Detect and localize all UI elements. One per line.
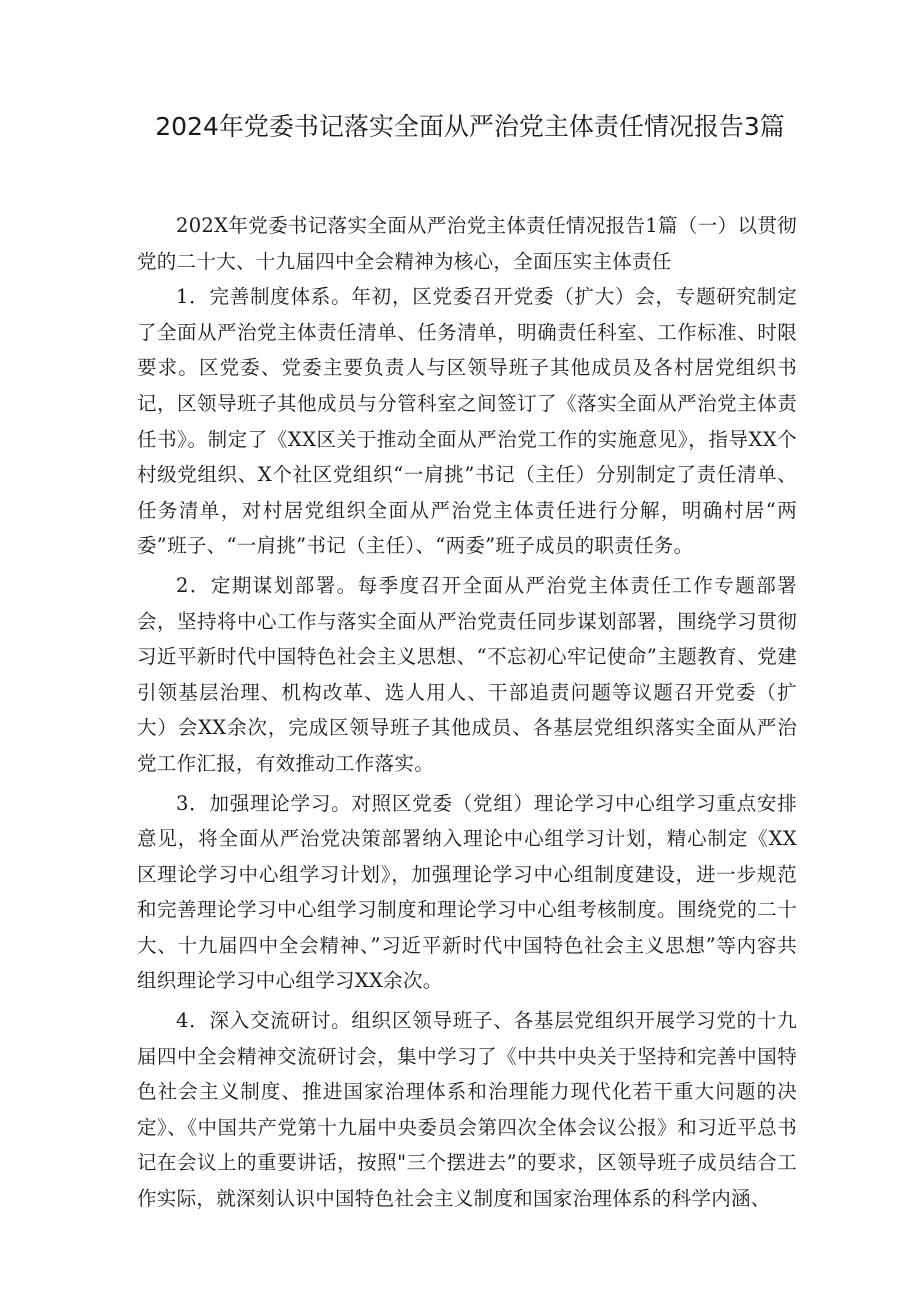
document-title: 2024年党委书记落实全面从严治党主体责任情况报告3篇 xyxy=(155,112,785,141)
paragraph-3: 3．加强理论学习。对照区党委（党组）理论学习中心组学习重点安排意见，将全面从严治党决策部署纳入理论中心组学习计划，精心制定《XX区理论学习中心组学习计划》，加强理论学习中心组制度建设，进一步规范和完善理论学习中心组学习制度和理论学习中心组考核制度。围绕党的二十大、十九届四中全会精神、”习近平新时代中国特色社会主义思想”等内容共组织理论学习中心组学习XX余次。 xyxy=(137,791,797,993)
paragraph-4: 4．深入交流研讨。组织区领导班子、各基层党组织开展学习党的十九届四中全会精神交流研讨会，集中学习了《中共中央关于坚持和完善中国特色社会主义制度、推进国家治理体系和治理能力现代化若干重大问题的决定》、《中国共产党第十九届中央委员会第四次全体会议公报》和习近平总书记在会议上的重要讲话，按照"三个摆进去”的要求，区领导班子成员结合工作实际，就深刻认识中国特色社会主义制度和国家治理体系的科学内涵、 xyxy=(137,1009,797,1211)
document-body xyxy=(137,208,797,1221)
paragraph-1: 1．完善制度体系。年初，区党委召开党委（扩大）会，专题研究制定了全面从严治党主体责任清单、任务清单，明确责任科室、工作标准、时限要求。区党委、党委主要负责人与区领导班子其他成员及各村居党组织书记，区领导班子其他成员与分管科室之间签订了《落实全面从严治党主体责任书》。制定了《XX区关于推动全面从严治党工作的实施意见》，指导XX个村级党组织、X个社区党组织“一肩挑”书记（主任）分别制定了责任清单、任务清单，对村居党组织全面从严治党主体责任进行分解，明确村居“两委”班子、“一肩挑”书记（主任）、“两委”班子成员的职责任务。 xyxy=(137,285,797,558)
intro-paragraph: 202X年党委书记落实全面从严治党主体责任情况报告1篇（一）以贯彻党的二十大、十九届四中全会精神为核心，全面压实主体责任 xyxy=(137,214,797,273)
paragraph-2: 2．定期谋划部署。每季度召开全面从严治党主体责任工作专题部署会，坚持将中心工作与落实全面从严治党责任同步谋划部署，围绕学习贯彻习近平新时代中国特色社会主义思想、“不忘初心牢记使命”主题教育、党建引领基层治理、机构改革、选人用人、干部追责问题等议题召开党委（扩大）会XX余次，完成区领导班子其他成员、各基层党组织落实全面从严治党工作汇报，有效推动工作落实。 xyxy=(137,573,797,775)
